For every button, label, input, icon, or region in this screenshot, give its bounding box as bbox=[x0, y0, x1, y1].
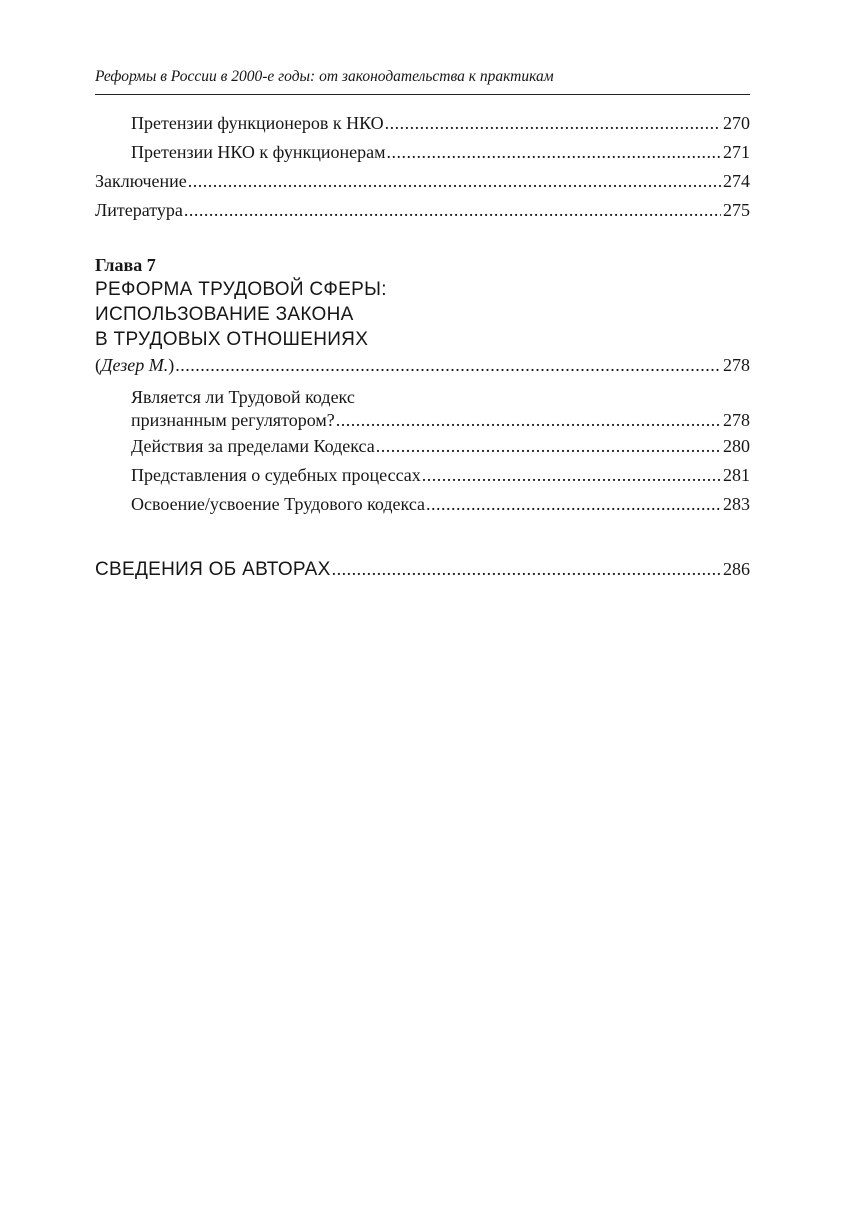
toc-entry-title-line1: Является ли Трудовой кодекс bbox=[131, 387, 355, 407]
toc-entry-title: СВЕДЕНИЯ ОБ АВТОРАХ bbox=[95, 559, 331, 580]
chapter-author: (Дезер М.) bbox=[95, 355, 175, 375]
toc-entry-page: 286 bbox=[723, 559, 750, 579]
chapter-title-line: ИСПОЛЬЗОВАНИЕ ЗАКОНА bbox=[95, 304, 354, 325]
toc-entry-page: 280 bbox=[723, 436, 750, 456]
chapter-title[interactable] bbox=[95, 277, 750, 352]
toc-entry[interactable] bbox=[95, 109, 750, 138]
spacer bbox=[95, 519, 750, 555]
chapter-title-line: В ТРУДОВЫХ ОТНОШЕНИЯХ bbox=[95, 329, 369, 350]
toc-entry-page: 278 bbox=[723, 410, 750, 430]
toc-entry-page: 271 bbox=[723, 142, 750, 162]
toc-entry-page: 278 bbox=[723, 355, 750, 375]
chapter-author-entry[interactable] bbox=[95, 352, 750, 378]
running-header: Реформы в России в 2000-е годы: от законодательства к практикам bbox=[95, 66, 750, 95]
toc-entry[interactable] bbox=[95, 196, 750, 225]
toc-leader-dots bbox=[336, 408, 721, 432]
toc-entry-title: Литература bbox=[95, 200, 183, 220]
toc-entry-title: Заключение bbox=[95, 171, 187, 191]
chapter-sections bbox=[95, 432, 750, 519]
toc-entry-page: 283 bbox=[723, 494, 750, 514]
toc-entry-title: Претензии функционеров к НКО bbox=[131, 113, 384, 133]
toc-leader-dots bbox=[184, 196, 721, 225]
page bbox=[95, 66, 750, 584]
toc-entry-title-line2: признанным регулятором? bbox=[131, 410, 335, 430]
toc-entry[interactable] bbox=[95, 432, 750, 461]
toc-leader-dots bbox=[376, 432, 721, 461]
toc-entry[interactable] bbox=[95, 167, 750, 196]
toc-entry-authors[interactable] bbox=[95, 555, 750, 584]
toc-leader-dots bbox=[175, 352, 721, 378]
toc-entry-title: Действия за пределами Кодекса bbox=[131, 436, 375, 456]
toc-leader-dots bbox=[426, 490, 721, 519]
toc-entry[interactable] bbox=[95, 138, 750, 167]
toc-entry-title: Претензии НКО к функционерам bbox=[131, 142, 386, 162]
toc-entry-line2 bbox=[131, 408, 750, 432]
table-of-contents bbox=[95, 109, 750, 584]
toc-leader-dots bbox=[387, 138, 721, 167]
toc-leader-dots bbox=[188, 167, 721, 196]
toc-entry-page: 275 bbox=[723, 200, 750, 220]
toc-leader-dots bbox=[332, 555, 721, 584]
author-name: Дезер М. bbox=[101, 355, 169, 375]
toc-entry-page: 270 bbox=[723, 113, 750, 133]
chapter-label: Глава 7 bbox=[95, 255, 156, 275]
toc-entry-page: 281 bbox=[723, 465, 750, 485]
toc-entry-title: Представления о судебных процессах bbox=[131, 465, 421, 485]
toc-entry[interactable] bbox=[95, 490, 750, 519]
toc-entry[interactable] bbox=[95, 386, 750, 432]
toc-entry[interactable] bbox=[95, 461, 750, 490]
toc-leader-dots bbox=[385, 109, 721, 138]
toc-entry-title: Освоение/усвоение Трудового кодекса bbox=[131, 494, 426, 514]
chapter-title-line: РЕФОРМА ТРУДОВОЙ СФЕРЫ: bbox=[95, 279, 387, 300]
toc-entry-page: 274 bbox=[723, 171, 750, 191]
toc-leader-dots bbox=[422, 461, 721, 490]
spacer bbox=[95, 225, 750, 253]
